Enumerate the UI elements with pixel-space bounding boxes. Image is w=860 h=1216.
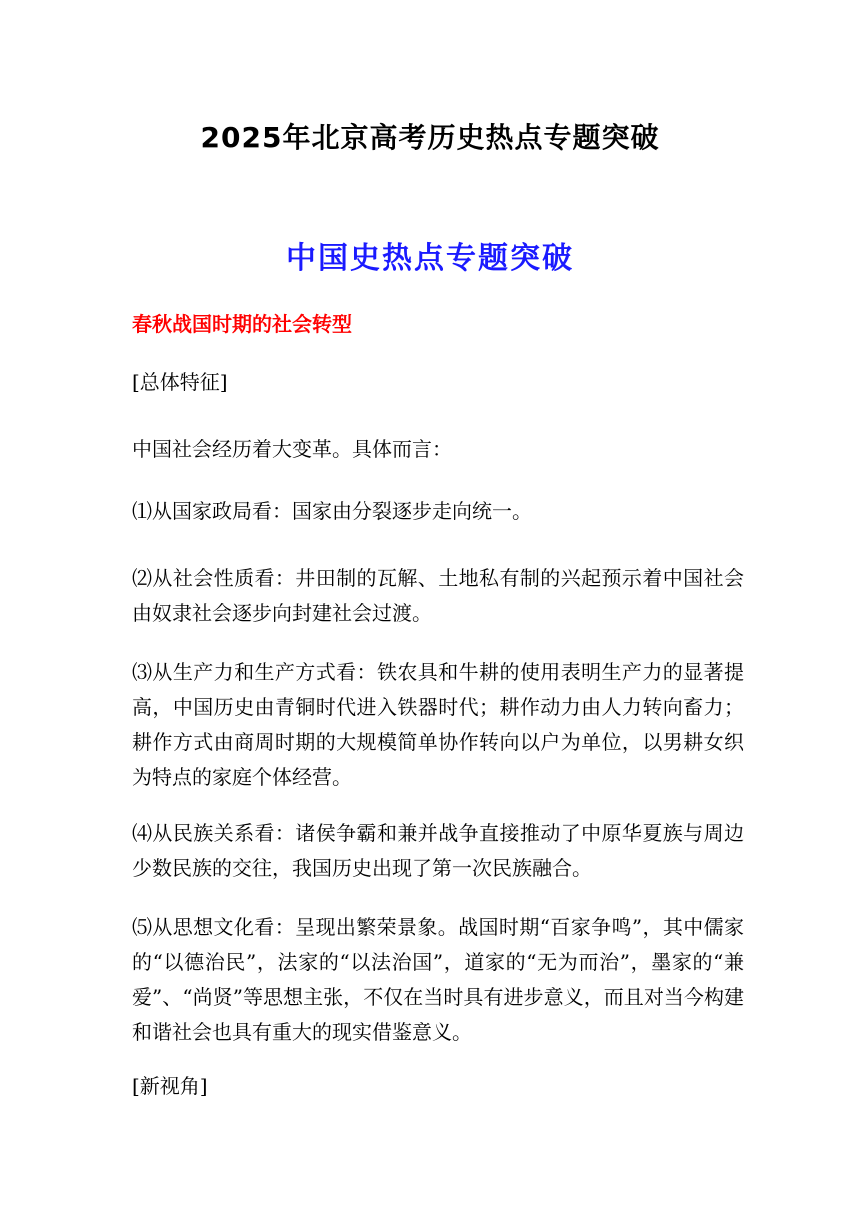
point-paragraph-3: ⑶从生产力和生产方式看：铁农具和牛耕的使用表明生产力的显著提高，中国历史由青铜时代进入铁器时代；耕作动力由人力转向畜力；耕作方式由商周时期的大规模简单协作转向以户为单位，以男耕女织为特点的家庭个体经营。 [132,660,744,789]
section-title: 中国史热点专题突破 [286,241,574,276]
document-title: 2025年北京高考历史热点专题突破 [200,121,660,154]
point-paragraph-5: ⑸从思想文化看：呈现出繁荣景象。战国时期“百家争鸣”，其中儒家的“以德治民”，法家的“以法治国”，道家的“无为而治”，墨家的“兼爱”、“尚贤”等思想主张，不仅在当时具有进步意义，而且对当今构建和谐社会也具有重大的现实借鉴意义。 [132,915,744,1044]
intro-paragraph: 中国社会经历着大变革。具体而言： [132,437,452,461]
point-paragraph-1: ⑴从国家政局看：国家由分裂逐步走向统一。 [132,499,532,523]
new-perspective-label: [新视角] [132,1074,208,1098]
overall-features-label: [总体特征] [132,370,228,394]
point-paragraph-2: ⑵从社会性质看：井田制的瓦解、土地私有制的兴起预示着中国社会由奴隶社会逐步向封建社会过渡。 [132,566,744,625]
point-paragraph-4: ⑷从民族关系看：诸侯争霸和兼并战争直接推动了中原华夏族与周边少数民族的交往，我国历史出现了第一次民族融合。 [132,821,744,880]
topic-heading: 春秋战国时期的社会转型 [132,312,352,336]
